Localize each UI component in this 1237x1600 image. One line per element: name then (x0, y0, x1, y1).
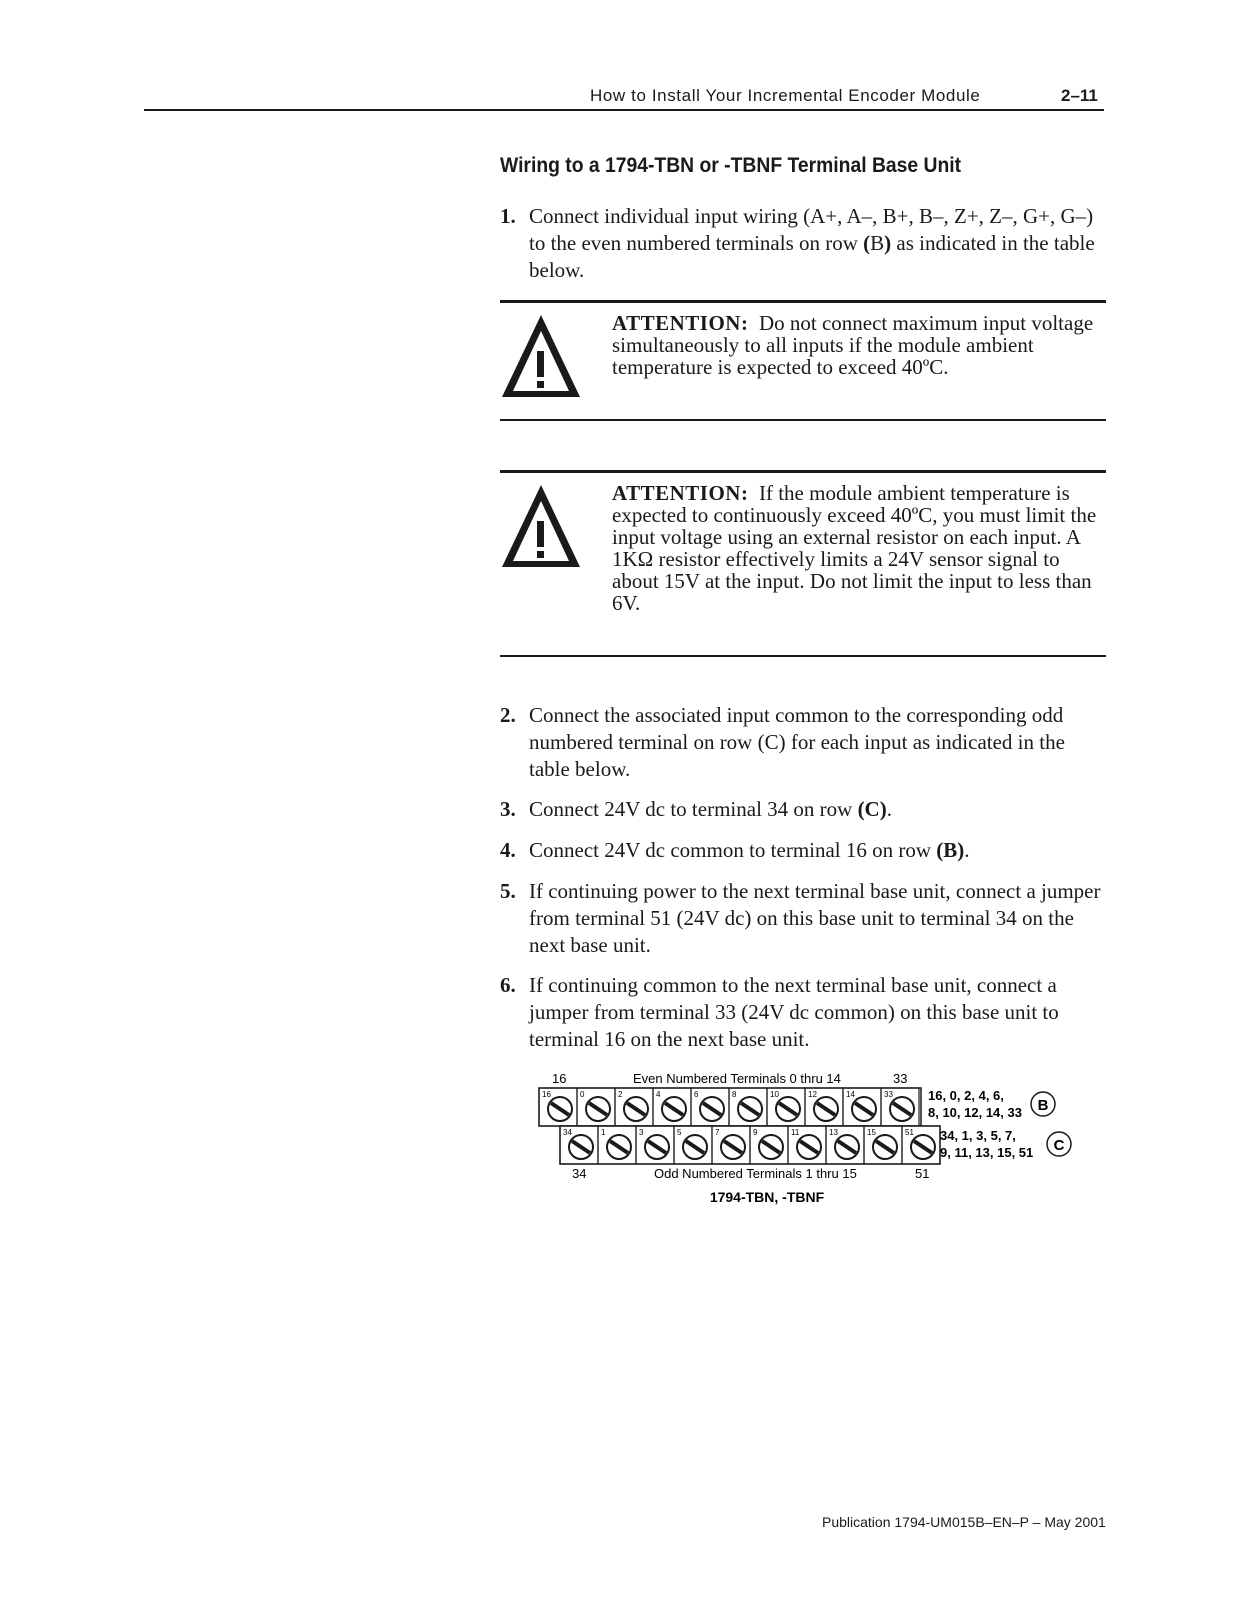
terminal-number: 51 (905, 1128, 914, 1137)
terminal-number: 8 (732, 1090, 737, 1099)
row-c-legend-line-1: 34, 1, 3, 5, 7, (940, 1128, 1016, 1143)
top-right-terminal-label: 33 (893, 1071, 908, 1086)
terminal-number: 11 (791, 1128, 800, 1137)
terminal-number: 0 (580, 1090, 585, 1099)
terminal-base-diagram (535, 1068, 1095, 1208)
terminal-number: 16 (542, 1090, 551, 1099)
attention-text: ATTENTION: If the module ambient temperature is expected to continuously exceed 40ºC, you must limit the input voltage using an external resistor on each input. A 1KΩ resistor effectively limits a 24V sensor signal to about 15V at the input. Do not limit the input to less than 6V. (612, 481, 1097, 615)
terminal-number: 1 (601, 1128, 606, 1137)
running-header-title: How to Install Your Incremental Encoder Module (590, 86, 981, 105)
bottom-left-terminal-label: 34 (572, 1166, 587, 1181)
diagram-caption: 1794-TBN, -TBNF (709, 1189, 825, 1205)
step-6 (500, 972, 1104, 1053)
warning-triangle-icon (500, 483, 582, 569)
odd-terminals-label: Odd Numbered Terminals 1 thru 15 (654, 1166, 857, 1181)
even-terminals-label: Even Numbered Terminals 0 thru 14 (633, 1071, 841, 1086)
header-rule (144, 109, 1104, 111)
step-text: Connect 24V dc common to terminal 16 on row (B). (529, 838, 970, 862)
row-b-badge: B (1037, 1097, 1049, 1114)
section-title: Wiring to a 1794-TBN or -TBNF Terminal Base Unit (500, 154, 962, 177)
terminal-number: 9 (753, 1128, 758, 1137)
terminal-number: 12 (808, 1090, 817, 1099)
row-c-badge: C (1053, 1137, 1065, 1154)
step-text: If continuing power to the next terminal base unit, connect a jumper from terminal 51 (24V dc) on this base unit to terminal 34 on the next base unit. (529, 879, 1101, 957)
terminal-number: 34 (563, 1128, 572, 1137)
step-number: 4. (500, 838, 516, 862)
step-4 (500, 837, 1104, 864)
terminal-number: 14 (846, 1090, 855, 1099)
step-3 (500, 796, 1104, 823)
terminal-number: 4 (656, 1090, 661, 1099)
warning-triangle-icon (500, 313, 582, 399)
attention-text: ATTENTION: Do not connect maximum input voltage simultaneously to all inputs if the module ambient temperature is expected to exceed 40ºC. (612, 311, 1094, 379)
step-text: Connect 24V dc to terminal 34 on row (C). (529, 797, 892, 821)
step-number: 5. (500, 879, 516, 903)
attention-label: ATTENTION: (612, 311, 749, 335)
step-5 (500, 878, 1104, 959)
attention-box-1 (500, 300, 1106, 421)
terminal-number: 10 (770, 1090, 779, 1099)
terminal-number: 15 (867, 1128, 876, 1137)
step-text: Connect the associated input common to the corresponding odd numbered terminal on row (C) for each input as indicated in the table below. (529, 703, 1065, 781)
terminal-number: 2 (618, 1090, 623, 1099)
publication-footer: Publication 1794-UM015B–EN–P – May 2001 (822, 1514, 1106, 1530)
terminal-number: 33 (884, 1090, 893, 1099)
step-number: 6. (500, 973, 516, 997)
step-number: 1. (500, 204, 516, 228)
row-c-legend-line-2: 9, 11, 13, 15, 51 (940, 1145, 1034, 1160)
terminal-number: 6 (694, 1090, 699, 1099)
step-number: 2. (500, 703, 516, 727)
terminal-number: 7 (715, 1128, 720, 1137)
terminal-number: 5 (677, 1128, 682, 1137)
row-b-legend-line-2: 8, 10, 12, 14, 33 (928, 1105, 1022, 1120)
step-text: If continuing common to the next terminal base unit, connect a jumper from terminal 33 (24V dc common) on this base unit to terminal 16 on the next base unit. (529, 973, 1059, 1051)
attention-box-2 (500, 470, 1106, 657)
terminal-number: 3 (639, 1128, 644, 1137)
step-2 (500, 702, 1104, 783)
step-1 (500, 203, 1104, 284)
step-text: Connect individual input wiring (A+, A–, B+, B–, Z+, Z–, G+, G–) to the even numbered terminals on row (B) as indicated in the table below. (529, 204, 1095, 282)
bottom-right-terminal-label: 51 (915, 1166, 930, 1181)
terminal-number: 13 (829, 1128, 838, 1137)
page-number: 2–11 (1061, 86, 1098, 105)
step-number: 3. (500, 797, 516, 821)
row-b-legend-line-1: 16, 0, 2, 4, 6, (928, 1088, 1004, 1103)
attention-label: ATTENTION: (612, 481, 749, 505)
top-left-terminal-label: 16 (552, 1071, 567, 1086)
